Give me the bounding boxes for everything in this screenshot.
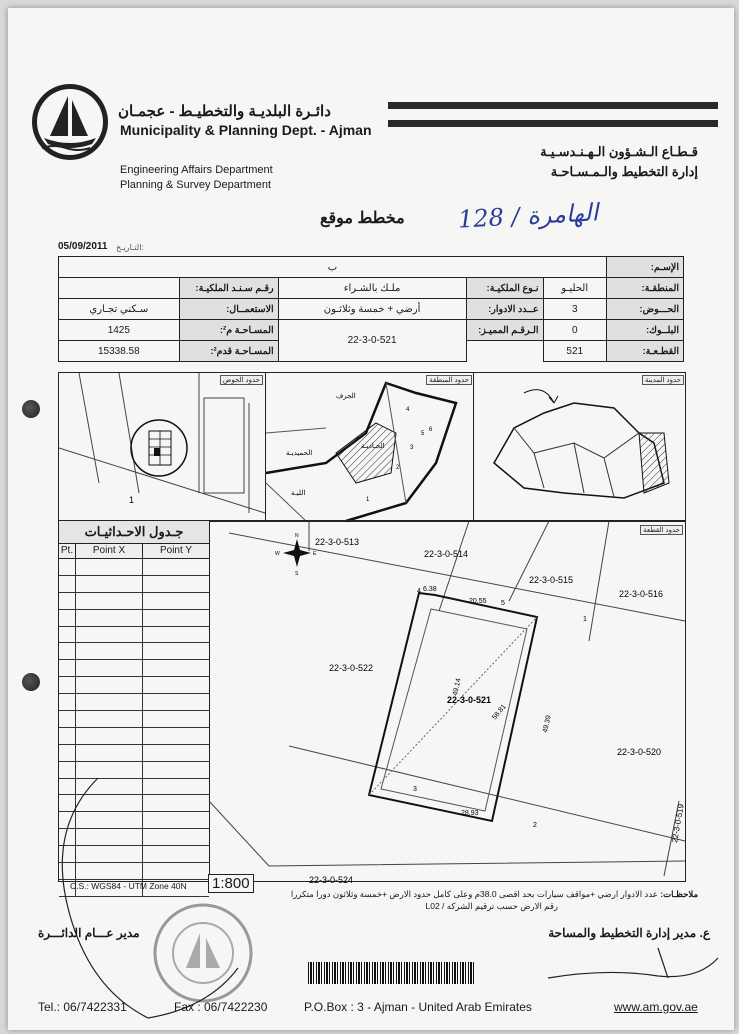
region-name-0: الجرف	[336, 393, 356, 400]
region-number-5: 5	[421, 431, 425, 437]
plot-value: 521	[543, 341, 607, 362]
dept-en-2: Planning & Survey Department	[120, 179, 272, 191]
region-number-1: 3	[410, 445, 414, 451]
point-label: 4	[417, 588, 421, 595]
coordinates-row	[59, 711, 209, 728]
coordinates-row	[59, 660, 209, 677]
col-y: Point Y	[159, 545, 193, 556]
neighbor-parcel: 22-3-0-524	[309, 875, 354, 885]
area-ft-label: المسـاحـة قدم²:	[179, 341, 278, 362]
admin-ar: إدارة التخطيط والـمـسـاحـة	[550, 164, 698, 179]
region-name-1: الحميديـة	[286, 450, 313, 457]
coordinates-row	[59, 694, 209, 711]
coordinates-row	[59, 610, 209, 627]
barcode	[308, 962, 476, 984]
dimension-label: 28.93	[461, 810, 479, 817]
sector-ar: قـطـاع الـشـؤون الـهـنـدسـيـة	[540, 144, 698, 159]
coordinates-row	[59, 728, 209, 745]
region-name-3: الليـة	[291, 490, 306, 497]
footer-address: P.O.Box : 3 - Ajman - United Arab Emirates	[304, 1000, 532, 1014]
location-maps	[58, 372, 686, 522]
header-bar	[388, 102, 718, 109]
subject-parcel: 22-3-0-521	[447, 695, 492, 705]
code-value: 22-3-0-521	[278, 320, 466, 362]
neighbor-parcel: 22-3-0-516	[619, 589, 664, 599]
coordinates-row	[59, 677, 209, 694]
coordinates-header	[59, 544, 209, 559]
region-number-4: 6	[429, 427, 433, 433]
coordinates-row	[59, 745, 209, 762]
coordinates-title: جـدول الاحـداثيـات	[59, 521, 209, 544]
ownership-type-label: نـوع الملكيـة:	[466, 278, 543, 299]
document-date: 05/09/2011	[58, 241, 108, 252]
coordinate-system: C.S.: WGS84 - UTM Zone 40N	[70, 881, 187, 891]
deed-label: رقـم سـنـد الملكيـة:	[179, 278, 278, 299]
city-map-label: حدود المدينة	[642, 375, 684, 385]
punch-hole	[22, 400, 40, 418]
dimension-label: 58.81	[491, 703, 508, 722]
basin-map-plot-number: 1	[129, 495, 135, 505]
ownership-type-value: ملـك بالشـراء	[278, 278, 466, 299]
basin-label: الحـــوض:	[607, 299, 684, 320]
general-director-signature: مدير عـــام الدائـــرة	[38, 926, 140, 940]
neighbor-parcel: 22-3-0-522	[329, 663, 374, 673]
municipality-logo	[30, 82, 110, 162]
footer-fax: Fax : 06/7422230	[174, 1000, 268, 1014]
municipality-name-en: Municipality & Planning Dept. - Ajman	[120, 122, 372, 138]
neighbor-parcel: 22-3-0-514	[424, 549, 469, 559]
neighbor-parcel: 22-3-0-515	[529, 575, 574, 585]
dimension-label: 49.39	[542, 714, 553, 734]
deed-value	[59, 278, 180, 299]
point-label: 3	[413, 786, 417, 793]
coordinates-row	[59, 593, 209, 610]
region-number-2: 2	[396, 465, 400, 471]
point-label: 1	[583, 616, 587, 623]
region-number-3: 1	[366, 497, 370, 503]
header-bar	[388, 120, 718, 127]
coordinates-row	[59, 576, 209, 593]
floors-label: عــدد الادوار:	[466, 299, 543, 320]
dept-en-1: Engineering Affairs Department	[120, 164, 273, 176]
compass-w: W	[275, 551, 280, 557]
notes-label: ملاحظـات:	[660, 889, 698, 899]
dimension-label: 6.38	[423, 586, 437, 593]
name-label: الإسـم:	[607, 257, 684, 278]
point-label: 2	[533, 822, 537, 829]
document-title: مخطط موقع	[320, 210, 405, 227]
plot-map-label: حدود القطعة	[640, 525, 683, 535]
col-pt: Pt.	[59, 544, 76, 558]
region-map-label: حدود المنطقة	[426, 375, 472, 385]
area-m-value: 1425	[59, 320, 180, 341]
compass-e: E	[313, 551, 317, 557]
floors-value: أرضي + خمسة وثلاثـون	[278, 299, 466, 320]
dimension-label: 49.14	[452, 677, 463, 697]
point-label: 5	[501, 600, 505, 607]
region-value: الحليـو	[543, 278, 607, 299]
region-name-2: الجـاديـة	[361, 443, 385, 450]
compass-s: S	[295, 571, 299, 577]
coordinates-row	[59, 627, 209, 644]
basin-map-label: حدود الحوض	[220, 375, 263, 385]
pen-scribble	[38, 768, 248, 1028]
neighbor-parcel: 22-3-0-519	[670, 803, 686, 844]
dimension-label: 20.55	[469, 598, 487, 605]
notes-line1: عدد الادوار ارضي +مواقف سيارات بحد اقصى 38.0م وعلى كامل حدود الارض +خمسة وثلاثون دورا متكررا	[290, 889, 658, 899]
compass-icon	[275, 533, 317, 577]
footer-tel: Tel.: 06/7422331	[38, 1000, 127, 1014]
document-page	[8, 8, 734, 1030]
department-names	[120, 163, 273, 193]
compass-n: N	[295, 533, 299, 539]
coordinates-row	[59, 559, 209, 576]
block-label: البلــوك:	[607, 320, 684, 341]
signature-scribble	[538, 938, 728, 988]
date-label: التـاريـخ:	[116, 243, 144, 252]
usage-label: الاستعمــال:	[179, 299, 278, 320]
coordinates-row	[59, 643, 209, 660]
plot-info-table	[58, 256, 684, 362]
col-x: Point X	[76, 544, 143, 558]
handwritten-note: 128 / الهامرة	[457, 198, 599, 234]
municipality-name-ar: دائـرة البلديـة والتخطيـط - عجمـان	[118, 103, 331, 120]
plot-label: القطـعـة:	[607, 341, 684, 362]
basin-value: 3	[543, 299, 607, 320]
block-value: 0	[543, 320, 607, 341]
region-label: المنطقـة:	[607, 278, 684, 299]
notes-line2: رقم الارض حسب ترقيم الشركه / L02	[425, 901, 558, 911]
city-map	[473, 373, 686, 521]
sector-name	[540, 142, 698, 182]
neighbor-parcel: 22-3-0-513	[315, 537, 360, 547]
footer-website[interactable]: www.am.gov.ae	[614, 1000, 698, 1014]
map-scale: 1:800	[208, 874, 254, 893]
region-map	[265, 373, 474, 521]
usage-value: سـكني تجـاري	[59, 299, 180, 320]
punch-hole	[22, 673, 40, 691]
code-label: الـرقـم المميـز:	[466, 320, 543, 341]
planning-director-signature: ع. مدير إدارة التخطيط والمساحة	[548, 926, 710, 940]
name-value: ب	[59, 257, 607, 278]
basin-map	[59, 373, 265, 521]
area-ft-value: 15338.58	[59, 341, 180, 362]
area-m-label: المسـاحـة م²:	[179, 320, 278, 341]
region-number-0: 4	[406, 407, 410, 413]
neighbor-parcel: 22-3-0-520	[617, 747, 662, 757]
